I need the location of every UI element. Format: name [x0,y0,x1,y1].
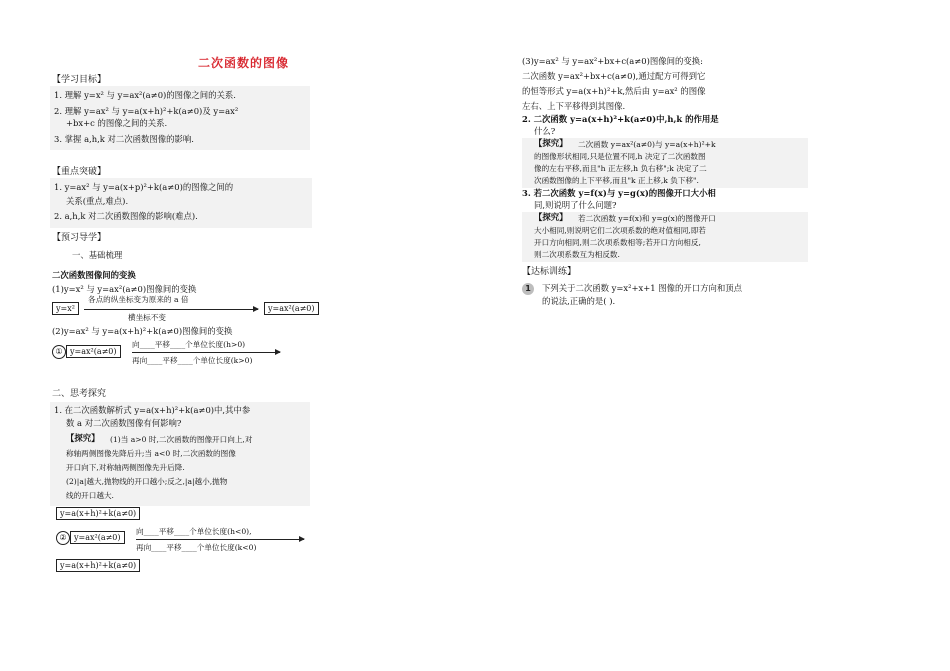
explore-tag-2: 【探究】 [534,138,568,148]
key-header: 【重点突破】 [52,167,107,177]
question-3-cont: 同,则说明了什么问题? [534,200,617,210]
explore-tag-1: 【探究】 [66,433,100,443]
goal-2-cont: +bx+c 的图像之间的关系. [66,118,168,128]
formula-box-x2: y=x² [52,302,79,315]
transform-title: 二次函数图像间的变换 [52,270,136,280]
left-column [48,0,313,671]
formula-box-ax2: y=ax²(a≠0) [264,302,319,315]
key-point-1-cont: 关系(重点,难点). [66,196,129,206]
preview-header: 【预习导学】 [52,233,107,243]
explore-2-line-3: 像的左右平移,而且"h 正左移,h 负右移";k 决定了二 [534,164,707,173]
train-header: 【达标训练】 [522,267,577,277]
formula-box-vertex-2: y=a(x+h)²+k(a≠0) [56,559,140,572]
transform-3-line: (3)y=ax² 与 y=ax²+bx+c(a≠0)图像间的变换: [522,56,703,66]
explore-2-line-4: 次函数图像的上下平移,而且"k 正上移,k 负下移". [534,176,699,185]
basics-heading: 一、基础梳理 [72,250,123,260]
explore-1-line-5: 线的开口越大. [66,491,114,500]
explore-2-line-1: 二次函数 y=ax²(a≠0)与 y=a(x+h)²+k [578,140,716,149]
key-point-1: 1. y=ax² 与 y=a(x+p)²+k(a≠0)的图像之间的 [54,182,234,192]
transform-3-bottom-label: 再向____平移____个单位长度(k<0) [136,543,257,552]
explore-1-line-3: 开口向下,对称轴两侧图像先升后降. [66,463,185,472]
step-2-marker: ② [56,531,70,545]
transform-2-line: (2)y=ax² 与 y=a(x+h)²+k(a≠0)图像间的变换 [52,326,233,336]
explore-1-line-2: 称轴两侧图像先降后升;当 a<0 时,二次函数的图像 [66,449,236,458]
formula-box-ax2-step2: y=ax²(a≠0) [70,531,125,544]
transform-3-desc-3: 左右、上下平移得到其图像. [522,101,626,111]
transform-3-desc-1: 二次函数 y=ax²+bx+c(a≠0),通过配方可得到它 [522,71,706,81]
formula-box-ax2-step1: y=ax²(a≠0) [66,345,121,358]
right-column [520,0,810,671]
explore-3-line-2: 大小相同,则说明它们二次项系数的绝对值相同,即若 [534,226,706,235]
page-title: 二次函数的图像 [198,56,290,70]
explore-tag-3: 【探究】 [534,212,568,222]
transform-2-arrow [132,352,280,353]
exercise-number-badge: 1 [522,283,534,295]
goal-1: 1. 理解 y=x² 与 y=ax²(a≠0)的图像之间的关系. [54,90,236,100]
goals-header: 【学习目标】 [52,75,107,85]
transform-1-line: (1)y=x² 与 y=ax²(a≠0)图像间的变换 [52,284,197,294]
explore-1-line-4: (2)|a|越大,抛物线的开口越小;反之,|a|越小,抛物 [66,477,228,486]
transform-3-arrow [136,539,304,540]
question-1: 1. 在二次函数解析式 y=a(x+h)²+k(a≠0)中,其中参 [54,405,251,415]
transform-3-top-label: 向____平移____个单位长度(h<0), [136,527,252,536]
step-1-marker: ① [52,345,66,359]
explore-3-line-3: 开口方向相同,则二次项系数相等;若开口方向相反, [534,238,701,247]
transform-3-desc-2: 的恒等形式 y=a(x+h)²+k,然后由 y=ax² 的图像 [522,86,706,96]
transform-1-arrow [84,309,258,310]
transform-2-top-label: 向____平移____个单位长度(h>0) [132,340,246,349]
transform-1-arrow-label-bottom: 横坐标不变 [128,313,166,322]
goal-2: 2. 理解 y=ax² 与 y=a(x+h)²+k(a≠0)及 y=ax² [54,106,239,116]
question-1-cont: 数 a 对二次函数图像有何影响? [66,418,182,428]
formula-box-vertex-1: y=a(x+h)²+k(a≠0) [56,507,140,520]
explore-3-line-4: 则二次项系数互为相反数. [534,250,620,259]
question-3: 3. 若二次函数 y=f(x)与 y=g(x)的图像开口大小相 [522,188,716,198]
explore-1-line-1: (1)当 a>0 时,二次函数的图像开口向上,对 [110,435,253,444]
explore-3-line-1: 若二次函数 y=f(x)和 y=g(x)的图像开口 [578,214,716,223]
exercise-1-cont: 的说法,正确的是( ). [542,296,616,306]
question-2: 2. 二次函数 y=a(x+h)²+k(a≠0)中,h,k 的作用是 [522,114,719,124]
key-point-2: 2. a,h,k 对二次函数图像的影响(难点). [54,211,198,221]
exercise-1: 下列关于二次函数 y=x²+x+1 图像的开口方向和顶点 [542,283,742,293]
goal-3: 3. 掌握 a,h,k 对二次函数图像的影响. [54,134,194,144]
transform-1-arrow-label-top: 各点的纵坐标变为原来的 a 倍 [88,295,189,304]
think-header: 二、思考探究 [52,389,107,399]
question-2-cont: 什么? [534,126,556,136]
transform-2-bottom-label: 再向____平移____个单位长度(k>0) [132,356,253,365]
explore-2-line-2: 的图像形状相同,只是位置不同,h 决定了二次函数图 [534,152,706,161]
